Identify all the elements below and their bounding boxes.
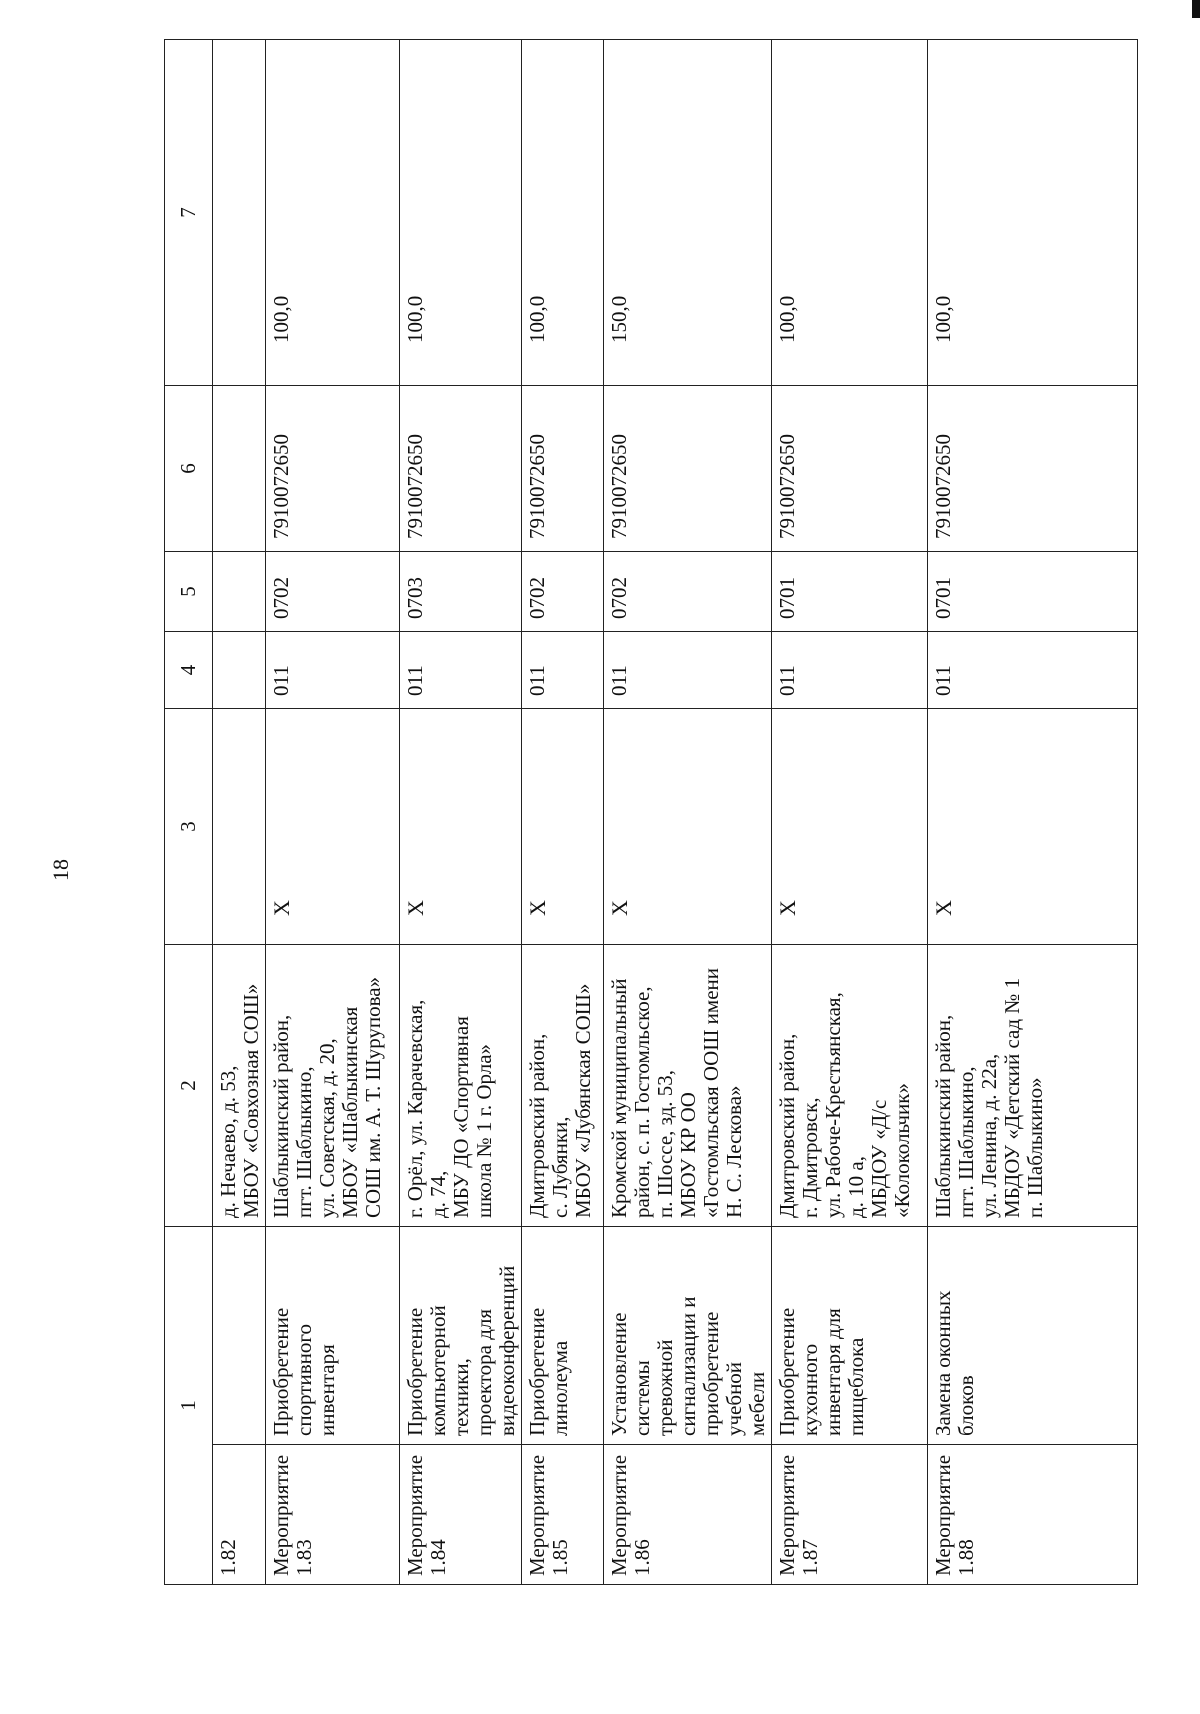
target-code-cell: 7910072650 xyxy=(522,386,604,552)
address-cell: Дмитровский район, с. Лубянки, МБОУ «Лубянская СОШ» xyxy=(522,945,604,1227)
measure-name-cell: Установление системы тревожной сигнализации и приобретение учебной мебели xyxy=(604,1227,772,1445)
amount-cell: 100,0 xyxy=(400,40,522,386)
rotated-table-container xyxy=(164,40,1104,1585)
mark-cell: X xyxy=(266,709,400,945)
target-code-cell: 7910072650 xyxy=(266,386,400,552)
measure-id-cell: Мероприятие 1.85 xyxy=(522,1445,604,1585)
measure-id-cell: Мероприятие 1.86 xyxy=(604,1445,772,1585)
measure-id-cell: Мероприятие 1.84 xyxy=(400,1445,522,1585)
measure-name-cell: Приобретение линолеума xyxy=(522,1227,604,1445)
amount-cell: 100,0 xyxy=(266,40,400,386)
address-cell: д. Нечаево, д. 53, МБОУ «Совхозная СОШ» xyxy=(213,945,266,1227)
table-row xyxy=(928,40,1138,1585)
amount-cell: 100,0 xyxy=(928,40,1138,386)
column-header-2: 2 xyxy=(165,945,213,1227)
amount-cell xyxy=(213,40,266,386)
measure-name-cell xyxy=(213,1227,266,1445)
measure-name-cell: Приобретение компьютерной техники, проектора для видеоконференций xyxy=(400,1227,522,1445)
column-header-3: 3 xyxy=(165,709,213,945)
target-code-cell xyxy=(213,386,266,552)
table-row xyxy=(772,40,928,1585)
measure-id-cell: 1.82 xyxy=(213,1445,266,1585)
measure-id-cell: Мероприятие 1.87 xyxy=(772,1445,928,1585)
section-code-cell: 0702 xyxy=(604,552,772,632)
mark-cell xyxy=(213,709,266,945)
code-011-cell: 011 xyxy=(522,632,604,709)
address-cell: г. Орёл, ул. Карачевская, д. 74, МБУ ДО «Спортивная школа № 1 г. Орла» xyxy=(400,945,522,1227)
code-011-cell xyxy=(213,632,266,709)
code-011-cell: 011 xyxy=(400,632,522,709)
target-code-cell: 7910072650 xyxy=(400,386,522,552)
budget-measures-table xyxy=(164,39,1138,1585)
amount-cell: 100,0 xyxy=(522,40,604,386)
measure-name-cell: Приобретение кухонного инвентаря для пищеблока xyxy=(772,1227,928,1445)
table-row xyxy=(213,40,266,1585)
measure-id-cell: Мероприятие 1.88 xyxy=(928,1445,1138,1585)
section-code-cell: 0702 xyxy=(522,552,604,632)
column-header-1: 1 xyxy=(165,1227,213,1585)
amount-cell: 150,0 xyxy=(604,40,772,386)
address-cell: Шаблыкинский район, пгт. Шаблыкино, ул. Ленина, д. 22а, МБДОУ «Детский сад № 1 п. Шаблыкино» xyxy=(928,945,1138,1227)
address-cell: Кромской муниципальный район, с. п. Гостомльское, п. Шоссе, зд. 53, МБОУ КР ОО «Гостомльская ООШ имени Н. С. Лескова» xyxy=(604,945,772,1227)
target-code-cell: 7910072650 xyxy=(772,386,928,552)
measure-id-cell: Мероприятие 1.83 xyxy=(266,1445,400,1585)
page-number: 18 xyxy=(48,859,73,881)
amount-cell: 100,0 xyxy=(772,40,928,386)
table-header-row xyxy=(165,40,213,1585)
code-011-cell: 011 xyxy=(772,632,928,709)
section-code-cell: 0703 xyxy=(400,552,522,632)
target-code-cell: 7910072650 xyxy=(928,386,1138,552)
section-code-cell: 0701 xyxy=(772,552,928,632)
code-011-cell: 011 xyxy=(266,632,400,709)
column-header-6: 6 xyxy=(165,386,213,552)
section-code-cell: 0701 xyxy=(928,552,1138,632)
code-011-cell: 011 xyxy=(604,632,772,709)
mark-cell: X xyxy=(522,709,604,945)
column-header-7: 7 xyxy=(165,40,213,386)
table-row xyxy=(266,40,400,1585)
column-header-5: 5 xyxy=(165,552,213,632)
scan-corner-mark xyxy=(1192,0,1200,18)
address-cell: Шаблыкинский район, пгт. Шаблыкино, ул. Советская, д. 20, МБОУ «Шаблыкинская СОШ им. А. Т. Шурупова» xyxy=(266,945,400,1227)
address-cell: Дмитровский район, г. Дмитровск, ул. Рабоче-Крестьянская, д. 10 а, МБДОУ «Д/с «Колокольчик» xyxy=(772,945,928,1227)
mark-cell: X xyxy=(604,709,772,945)
target-code-cell: 7910072650 xyxy=(604,386,772,552)
measure-name-cell: Приобретение спортивного инвентаря xyxy=(266,1227,400,1445)
mark-cell: X xyxy=(928,709,1138,945)
section-code-cell: 0702 xyxy=(266,552,400,632)
section-code-cell xyxy=(213,552,266,632)
mark-cell: X xyxy=(400,709,522,945)
code-011-cell: 011 xyxy=(928,632,1138,709)
table-row xyxy=(400,40,522,1585)
column-header-4: 4 xyxy=(165,632,213,709)
measure-name-cell: Замена оконных блоков xyxy=(928,1227,1138,1445)
table-row xyxy=(604,40,772,1585)
table-row xyxy=(522,40,604,1585)
document-table-area xyxy=(164,40,1104,1585)
mark-cell: X xyxy=(772,709,928,945)
